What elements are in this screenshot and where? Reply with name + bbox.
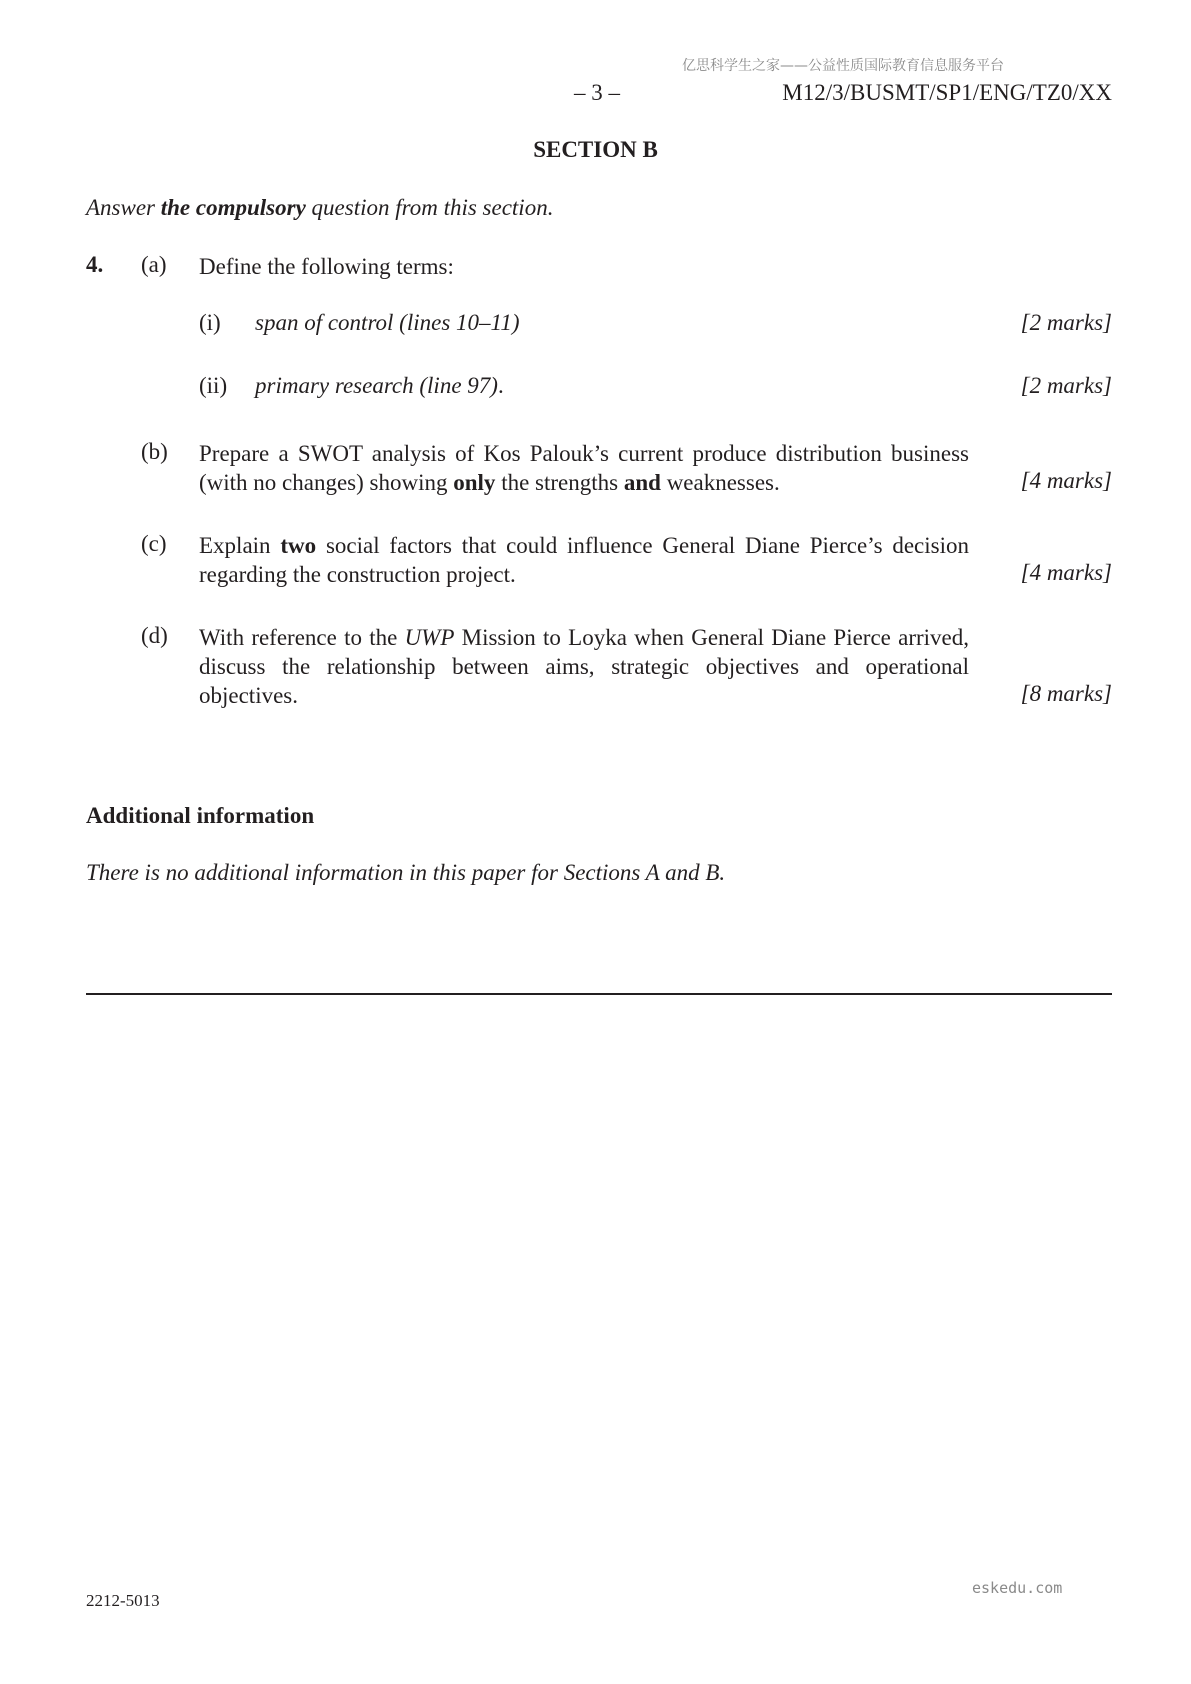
part-a-i-label: (i) — [199, 310, 221, 335]
part-b-label: (b) — [141, 439, 168, 464]
part-a-ii-label: (ii) — [199, 373, 228, 398]
part-a-text: Define the following terms: — [199, 254, 454, 279]
part-a-ii-text: primary research (line 97). — [255, 373, 504, 398]
part-b-text: Prepare a SWOT analysis of Kos Palouk’s current produce distribution business (with no changes) showing only the strengths and weaknesses. — [199, 441, 969, 495]
part-b-marks: [4 marks] — [1020, 468, 1112, 493]
part-c-label: (c) — [141, 531, 167, 556]
section-instruction: Answer the compulsory question from this section. — [86, 195, 554, 220]
part-d-text: With reference to the UWP Mission to Loyka when General Diane Pierce arrived, discuss the relationship between aims, strategic objectives and operational objectives. — [199, 625, 969, 708]
section-title: SECTION B — [533, 137, 658, 162]
part-d-marks: [8 marks] — [1020, 681, 1112, 706]
part-d-label: (d) — [141, 623, 168, 648]
document-code: 2212-5013 — [86, 1591, 160, 1610]
part-c-marks: [4 marks] — [1020, 560, 1112, 585]
additional-information-heading: Additional information — [86, 803, 315, 828]
part-a-i-text: span of control (lines 10–11) — [255, 310, 520, 335]
paper-code: M12/3/BUSMT/SP1/ENG/TZ0/XX — [782, 80, 1112, 105]
watermark-text-top: 亿思科学生之家——公益性质国际教育信息服务平台 — [682, 58, 1004, 74]
question-number: 4. — [86, 252, 104, 277]
part-c-text: Explain two social factors that could influence General Diane Pierce’s decision regarding the construction project. — [199, 533, 969, 587]
part-a-ii-marks: [2 marks] — [1020, 373, 1112, 398]
page-number: – 3 – — [574, 80, 620, 105]
part-a-i-marks: [2 marks] — [1020, 310, 1112, 335]
watermark-text-bottom: eskedu.com — [972, 1579, 1063, 1597]
horizontal-rule — [86, 993, 1112, 995]
additional-information-text: There is no additional information in this paper for Sections A and B. — [86, 860, 726, 885]
part-a-label: (a) — [141, 252, 167, 277]
